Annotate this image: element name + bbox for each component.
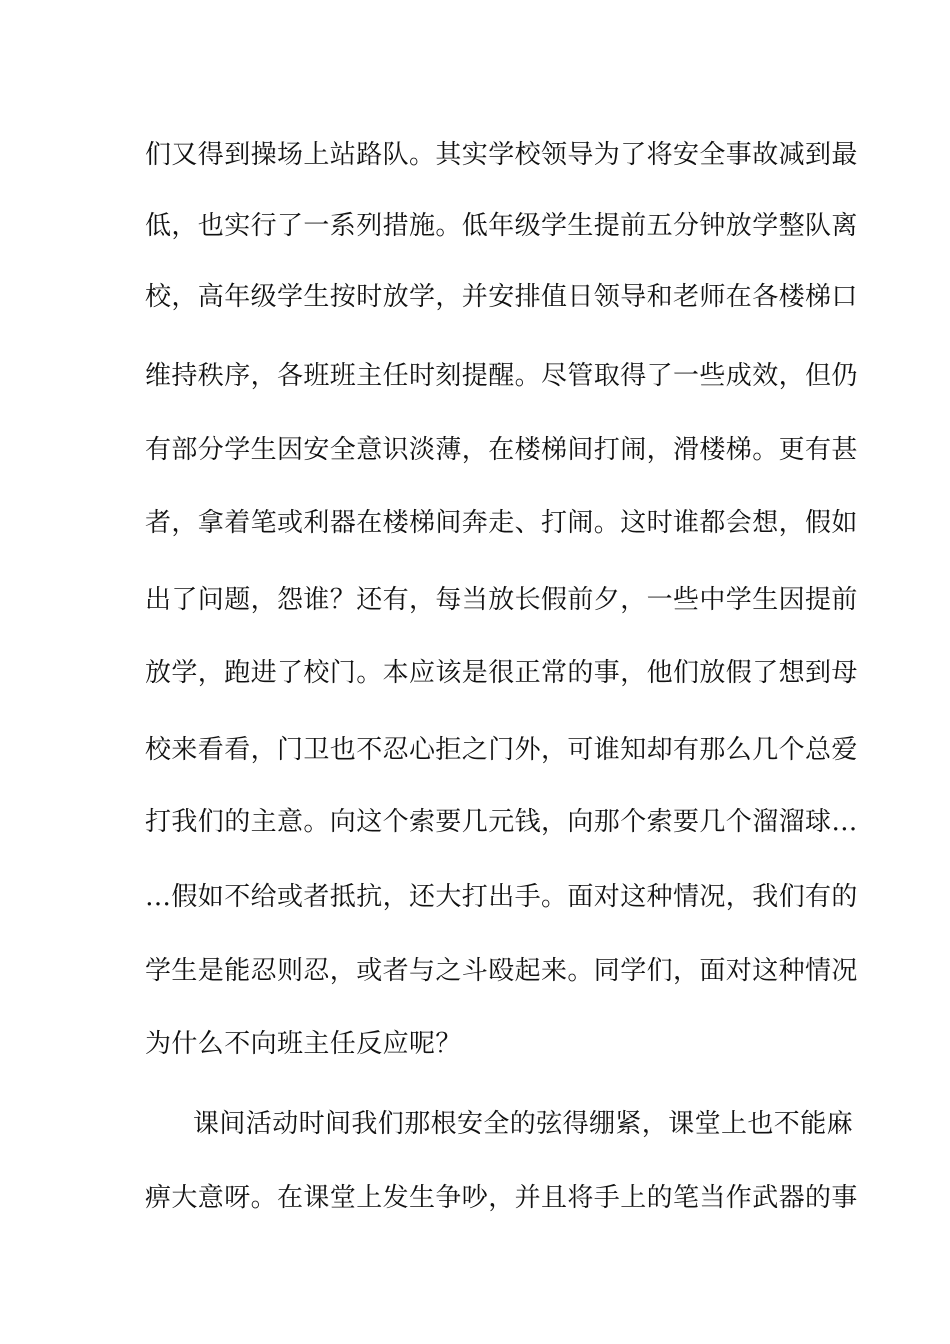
paragraph-1-line-9: 校来看看，门卫也不忍心拒之门外，可谁知却有那么几个总爱 bbox=[145, 735, 858, 765]
paragraph-1-line-13: 为什么不向班主任反应呢？ bbox=[145, 1029, 462, 1059]
paragraph-1-line-4: 维持秩序，各班班主任时刻提醒。尽管取得了一些成效，但仍 bbox=[145, 361, 858, 391]
paragraph-1-line-5: 有部分学生因安全意识淡薄，在楼梯间打闹，滑楼梯。更有甚 bbox=[145, 435, 858, 465]
paragraph-2-line-1: 课间活动时间我们那根安全的弦得绷紧，课堂上也不能麻 bbox=[193, 1109, 854, 1139]
paragraph-1-line-6: 者，拿着笔或利器在楼梯间奔走、打闹。这时谁都会想，假如 bbox=[145, 508, 858, 538]
paragraph-1-line-10: 打我们的主意。向这个索要几元钱，向那个索要几个溜溜球… bbox=[145, 807, 858, 837]
paragraph-1-line-7: 出了问题，怨谁？还有，每当放长假前夕，一些中学生因提前 bbox=[145, 585, 858, 615]
paragraph-1-line-2: 低，也实行了一系列措施。低年级学生提前五分钟放学整队离 bbox=[145, 211, 858, 241]
paragraph-2-line-2: 痹大意呀。在课堂上发生争吵，并且将手上的笔当作武器的事 bbox=[145, 1183, 858, 1213]
paragraph-1-line-3: 校，高年级学生按时放学，并安排值日领导和老师在各楼梯口 bbox=[145, 282, 858, 312]
paragraph-1-line-8: 放学，跑进了校门。本应该是很正常的事，他们放假了想到母 bbox=[145, 658, 858, 688]
paragraph-1-line-12: 学生是能忍则忍，或者与之斗殴起来。同学们，面对这种情况 bbox=[145, 956, 858, 986]
paragraph-1-line-1: 们又得到操场上站路队。其实学校领导为了将安全事故减到最 bbox=[145, 140, 858, 170]
paragraph-1-line-11: …假如不给或者抵抗，还大打出手。面对这种情况，我们有的 bbox=[145, 882, 858, 912]
